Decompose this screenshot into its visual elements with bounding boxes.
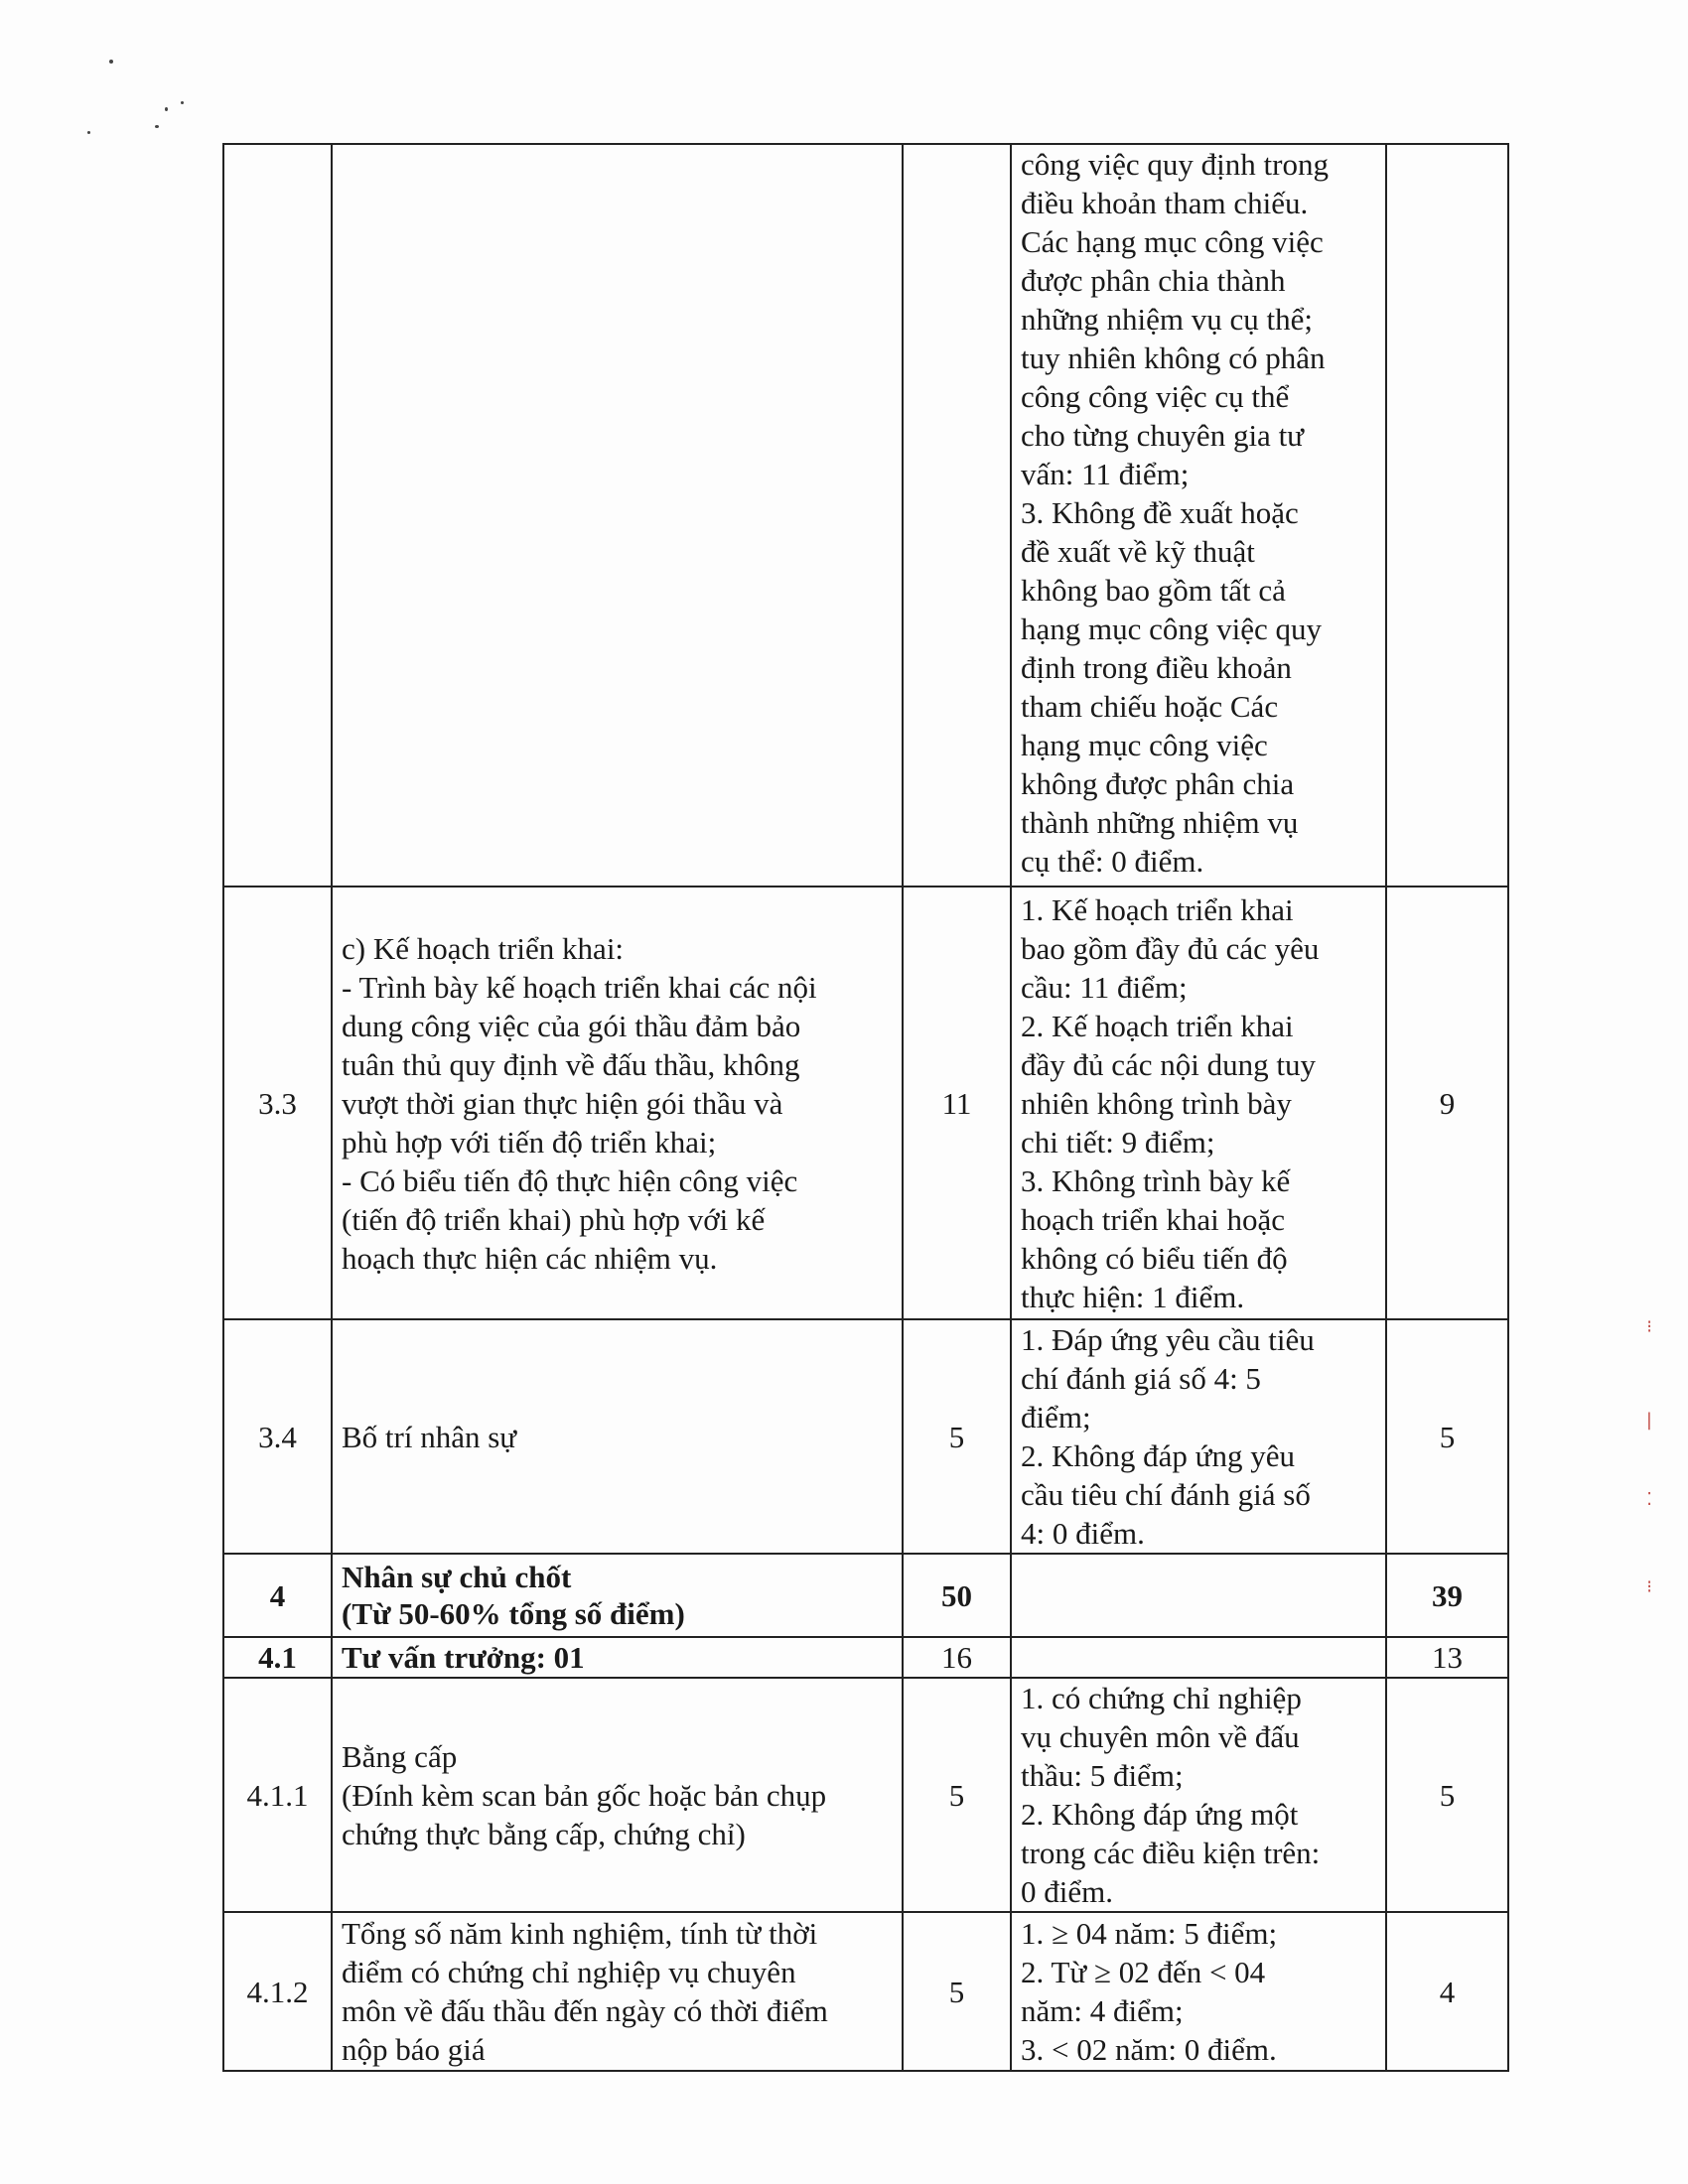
row-number-cell: 3.4 [223, 1319, 332, 1554]
score-cell: 4 [1386, 1912, 1508, 2071]
criterion-line: (Đính kèm scan bản gốc hoặc bản chụp [342, 1777, 827, 1813]
max-points-cell: 5 [903, 1912, 1011, 2071]
scale-line: tham chiếu hoặc Các [1021, 689, 1279, 724]
scale-line: hạng mục công việc quy [1021, 612, 1323, 646]
row-number-cell: 4.1.2 [223, 1912, 332, 2071]
table-row [223, 1319, 1508, 1554]
scale-line: không bao gồm tất cả [1021, 573, 1286, 608]
stamp-edge-mark: ⁚ [1646, 1489, 1652, 1510]
scoring-scale-cell [1011, 1678, 1386, 1912]
stamp-edge-mark: ⁝ [1646, 1576, 1652, 1597]
table-row [223, 1554, 1508, 1637]
scale-line: cầu tiêu chí đánh giá số [1021, 1477, 1311, 1512]
scan-speck [87, 131, 90, 134]
criterion-cell [332, 144, 903, 887]
scale-line: vấn: 11 điểm; [1021, 457, 1190, 491]
scale-line: 2. Không đáp ứng yêu [1021, 1438, 1295, 1473]
criterion-cell [332, 1554, 903, 1637]
max-points-cell: 11 [903, 887, 1011, 1319]
criterion-line: Tư vấn trưởng: 01 [342, 1640, 585, 1675]
score-cell: 5 [1386, 1678, 1508, 1912]
scale-line: cho từng chuyên gia tư [1021, 418, 1304, 453]
criterion-cell [332, 1319, 903, 1554]
score-cell: 13 [1386, 1637, 1508, 1678]
stamp-edge-mark: | [1645, 1410, 1652, 1431]
scale-line: thực hiện: 1 điểm. [1021, 1279, 1245, 1314]
criterion-line: Bố trí nhân sự [342, 1419, 517, 1454]
criterion-line: điểm có chứng chỉ nghiệp vụ chuyên [342, 1955, 796, 1989]
scale-line: 1. có chứng chỉ nghiệp [1021, 1681, 1302, 1715]
scale-line: 2. Kế hoạch triển khai [1021, 1008, 1294, 1043]
scale-line: 3. Không đề xuất hoặc [1021, 495, 1299, 530]
table-row [223, 1637, 1508, 1678]
score-cell: 9 [1386, 887, 1508, 1319]
scan-speck [155, 125, 159, 128]
scale-line: công công việc cụ thể [1021, 379, 1290, 414]
scale-line: không có biểu tiến độ [1021, 1240, 1288, 1276]
criterion-line: nộp báo giá [342, 2032, 486, 2067]
scale-line: 3. < 02 năm: 0 điểm. [1021, 2032, 1277, 2067]
scale-line: cầu: 11 điểm; [1021, 969, 1188, 1005]
scale-line: bao gồm đầy đủ các yêu [1021, 930, 1320, 966]
table-row [223, 1678, 1508, 1912]
criterion-cell [332, 887, 903, 1319]
scan-speck [165, 107, 168, 111]
scale-line: 1. Đáp ứng yêu cầu tiêu [1021, 1322, 1315, 1357]
criterion-line: Tổng số năm kinh nghiệm, tính từ thời [342, 1916, 818, 1951]
criterion-line: (Từ 50-60% tổng số điểm) [342, 1596, 685, 1631]
scale-line: đề xuất về kỹ thuật [1021, 534, 1255, 569]
scoring-scale-cell [1011, 144, 1386, 887]
criterion-cell [332, 1637, 903, 1678]
criterion-line: - Trình bày kế hoạch triển khai các nội [342, 969, 817, 1005]
scale-line: định trong điều khoản [1021, 650, 1292, 685]
scoring-scale-cell [1011, 887, 1386, 1319]
criterion-line: tuân thủ quy định về đấu thầu, không [342, 1046, 800, 1082]
criterion-line: dung công việc của gói thầu đảm bảo [342, 1008, 801, 1043]
scale-line: tuy nhiên không có phân [1021, 341, 1326, 375]
scoring-scale-cell [1011, 1319, 1386, 1554]
score-cell: 39 [1386, 1554, 1508, 1637]
scale-line: cụ thể: 0 điểm. [1021, 844, 1204, 879]
scale-line: trong các điều kiện trên: [1021, 1836, 1321, 1870]
criterion-line: môn về đấu thầu đến ngày có thời điểm [342, 1993, 828, 2028]
criterion-cell [332, 1678, 903, 1912]
scale-line: không được phân chia [1021, 766, 1295, 801]
row-number-cell: 3.3 [223, 887, 332, 1319]
scale-line: thầu: 5 điểm; [1021, 1758, 1184, 1793]
scale-line: 0 điểm. [1021, 1874, 1113, 1909]
scale-line: hoạch triển khai hoặc [1021, 1201, 1285, 1237]
scale-line: chi tiết: 9 điểm; [1021, 1124, 1215, 1160]
score-cell: 5 [1386, 1319, 1508, 1554]
scale-line: 1. ≥ 04 năm: 5 điểm; [1021, 1916, 1278, 1951]
scale-line: đầy đủ các nội dung tuy [1021, 1046, 1317, 1082]
scale-line: vụ chuyên môn về đấu [1021, 1719, 1300, 1754]
scale-line: được phân chia thành [1021, 263, 1286, 298]
scale-line: 1. Kế hoạch triển khai [1021, 891, 1294, 927]
criterion-line: chứng thực bằng cấp, chứng chỉ) [342, 1816, 746, 1851]
criterion-line: vượt thời gian thực hiện gói thầu và [342, 1085, 783, 1121]
table-row [223, 144, 1508, 887]
max-points-cell: 16 [903, 1637, 1011, 1678]
row-number-cell: 4.1 [223, 1637, 332, 1678]
scale-line: điều khoản tham chiếu. [1021, 186, 1309, 220]
table-row [223, 1912, 1508, 2071]
scoring-scale-cell [1011, 1912, 1386, 2071]
criterion-line: - Có biểu tiến độ thực hiện công việc [342, 1162, 798, 1198]
scale-line: thành những nhiệm vụ [1021, 805, 1299, 840]
scale-line: 3. Không trình bày kế [1021, 1162, 1291, 1198]
criterion-cell [332, 1912, 903, 2071]
scale-line: những nhiệm vụ cụ thể; [1021, 302, 1314, 337]
max-points-cell: 5 [903, 1678, 1011, 1912]
scale-line: điểm; [1021, 1400, 1091, 1434]
scoring-scale-cell [1011, 1554, 1386, 1637]
scale-line: chí đánh giá số 4: 5 [1021, 1361, 1261, 1396]
criterion-line: phù hợp với tiến độ triển khai; [342, 1124, 717, 1160]
max-points-cell: 5 [903, 1319, 1011, 1554]
scale-line: công việc quy định trong [1021, 147, 1329, 182]
evaluation-table [222, 143, 1509, 2072]
row-number-cell: 4 [223, 1554, 332, 1637]
scale-line: Các hạng mục công việc [1021, 224, 1324, 259]
table-row [223, 887, 1508, 1319]
row-number-cell [223, 144, 332, 887]
stamp-edge-mark: ⁝ [1646, 1316, 1652, 1337]
score-cell [1386, 144, 1508, 887]
max-points-cell [903, 144, 1011, 887]
scan-speck [109, 60, 113, 64]
criterion-line: c) Kế hoạch triển khai: [342, 930, 625, 966]
row-number-cell: 4.1.1 [223, 1678, 332, 1912]
scale-line: 2. Từ ≥ 02 đến < 04 [1021, 1955, 1266, 1989]
scale-line: nhiên không trình bày [1021, 1085, 1292, 1121]
scoring-scale-cell [1011, 1637, 1386, 1678]
criterion-line: hoạch thực hiện các nhiệm vụ. [342, 1240, 718, 1276]
scale-line: 4: 0 điểm. [1021, 1516, 1145, 1551]
scan-speck [181, 101, 184, 104]
criterion-line: (tiến độ triển khai) phù hợp với kế [342, 1201, 766, 1237]
scale-line: hạng mục công việc [1021, 728, 1268, 762]
scale-line: 2. Không đáp ứng một [1021, 1797, 1299, 1832]
scale-line: năm: 4 điểm; [1021, 1993, 1184, 2028]
criterion-line: Bằng cấp [342, 1738, 458, 1774]
criterion-line: Nhân sự chủ chốt [342, 1560, 572, 1594]
max-points-cell: 50 [903, 1554, 1011, 1637]
